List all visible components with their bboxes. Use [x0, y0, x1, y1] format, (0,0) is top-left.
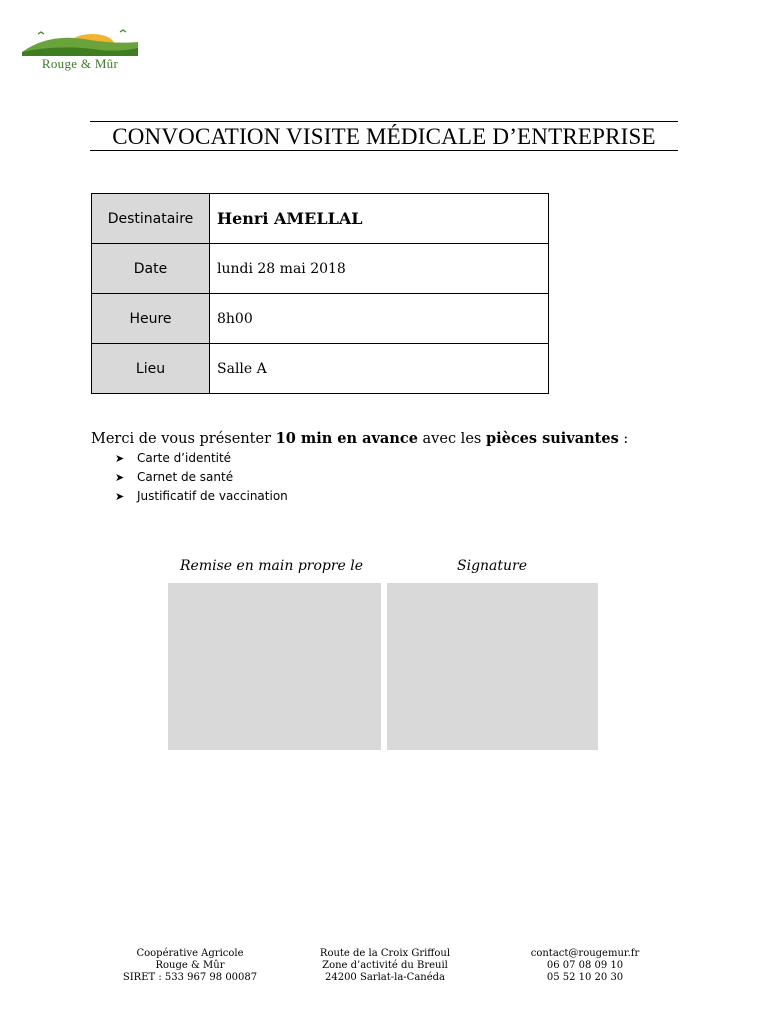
- signature-box[interactable]: [387, 583, 598, 750]
- label-heure: Heure: [92, 294, 210, 344]
- signature-label: Signature: [457, 558, 528, 574]
- convocation-table: [91, 193, 549, 394]
- list-item: [115, 469, 288, 488]
- footer-contact: [500, 948, 670, 984]
- arrow-bullet-icon: ➤: [115, 471, 125, 484]
- footer-email: contact@rougemur.fr: [530, 948, 640, 959]
- list-item-label: Carte d’identité: [137, 451, 232, 465]
- footer-line: 24200 Sarlat-la-Canéda: [324, 972, 445, 983]
- arrow-bullet-icon: ➤: [115, 490, 125, 503]
- list-item-label: Carnet de santé: [137, 470, 234, 484]
- label-lieu: Lieu: [92, 344, 210, 394]
- logo-text: Rouge & Mûr: [41, 56, 119, 71]
- footer-company: [110, 948, 270, 984]
- handover-label: Remise en main propre le: [180, 558, 364, 574]
- footer-address: [305, 948, 465, 984]
- intro-bold2: pièces suivantes: [485, 430, 619, 447]
- footer-line: Route de la Croix Griffoul: [319, 948, 451, 959]
- value-date: lundi 28 mai 2018: [210, 244, 549, 294]
- list-item: [115, 450, 288, 469]
- footer-line: Rouge & Mûr: [155, 960, 225, 971]
- arrow-bullet-icon: ➤: [115, 452, 125, 465]
- intro-part1: Merci de vous présenter: [91, 431, 276, 447]
- company-logo: [20, 22, 150, 86]
- handover-date-box[interactable]: [168, 583, 381, 750]
- footer-phone: 05 52 10 20 30: [546, 972, 624, 983]
- footer-line: Coopérative Agricole: [136, 948, 244, 959]
- footer-line: Zone d’activité du Breuil: [322, 960, 448, 971]
- footer-line: SIRET : 533 967 98 00087: [122, 972, 258, 983]
- title-box: [90, 121, 678, 151]
- table-row: [92, 294, 549, 344]
- documents-list: [115, 450, 288, 507]
- value-heure: 8h00: [210, 294, 549, 344]
- table-row: [92, 194, 549, 244]
- value-destinataire: Henri AMELLAL: [210, 194, 549, 244]
- intro-part3: :: [618, 431, 629, 447]
- hills-logo-icon: [20, 22, 140, 58]
- value-lieu: Salle A: [210, 344, 549, 394]
- page-title: CONVOCATION VISITE MÉDICALE D’ENTREPRISE: [112, 124, 656, 149]
- intro-text: [91, 430, 628, 447]
- intro-bold1: 10 min en avance: [275, 430, 418, 447]
- table-row: [92, 344, 549, 394]
- list-item: [115, 488, 288, 507]
- label-date: Date: [92, 244, 210, 294]
- intro-part2: avec les: [417, 431, 486, 447]
- table-row: [92, 244, 549, 294]
- label-destinataire: Destinataire: [92, 194, 210, 244]
- list-item-label: Justificatif de vaccination: [137, 489, 288, 503]
- footer-phone: 06 07 08 09 10: [546, 960, 624, 971]
